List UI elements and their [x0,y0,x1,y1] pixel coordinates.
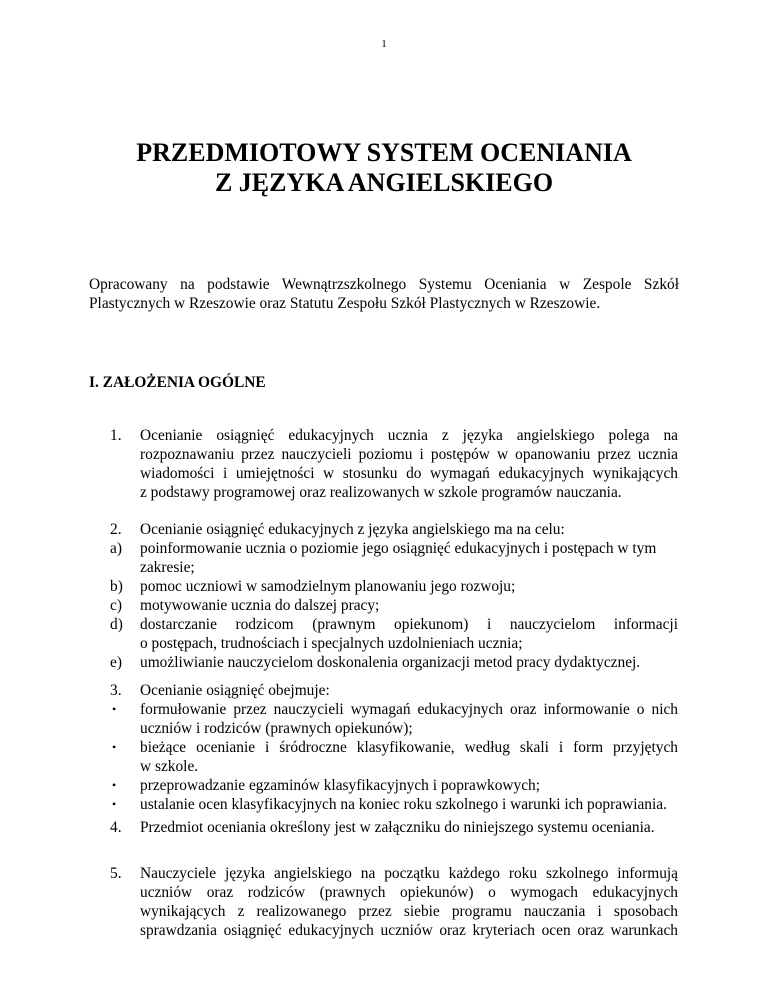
bullet-3 [112,776,678,795]
item-1-line-1: Ocenianie osiągnięć edukacyjnych ucznia z języka angielskiego polega na [140,427,678,444]
document-title [0,138,768,198]
item-2-subitems [110,539,678,672]
item-3-heading [110,681,678,700]
item-1-number: 1. [110,427,122,444]
item-4-text: Przedmiot oceniania określony jest w załączniku do niniejszego systemu oceniania. [140,819,655,836]
subitem-b [110,577,678,596]
bullet-1 [112,700,678,719]
item-1-line-4: z podstawy programowej oraz realizowanych w szkole programów nauczania. [140,484,622,501]
subitem-b-line-1: pomoc uczniowi w samodzielnym planowaniu jego rozwoju; [140,578,516,595]
item-3-bullets [112,700,678,814]
subitem-e [110,653,678,672]
subitem-d-marker: d) [110,616,123,633]
item-1-line-3: wiadomości i umiejętności w stosunku do wymagań edukacyjnych wynikających [140,465,678,482]
item-3-number: 3. [110,682,122,699]
subitem-a-line-2: zakresie; [140,559,195,576]
subitem-d-line-2: o postępach, trudnościach i specjalnych uzdolnieniach ucznia; [140,635,523,652]
bullet-2 [112,738,678,757]
item-5-line-1: Nauczyciele języka angielskiego na początku każdego roku szkolnego informują [140,865,678,882]
item-2 [110,520,678,539]
bullet-4-line-1: ustalanie ocen klasyfikacyjnych na koniec roku szkolnego i warunki ich poprawiania. [140,796,667,813]
item-5-number: 5. [110,865,122,882]
bullet-1-line-1: formułowanie przez nauczycieli wymagań edukacyjnych oraz informowanie o nich [140,701,678,718]
page-number: 1 [381,38,387,50]
intro-line-2: Plastycznych w Rzeszowie oraz Statutu Zespołu Szkół Plastycznych w Rzeszowie. [89,295,601,312]
subitem-c [110,596,678,615]
title-line-1: PRZEDMIOTOWY SYSTEM OCENIANIA [136,138,632,167]
intro-line-1: Opracowany na podstawie Wewnątrzszkolnego Systemu Oceniania w Zespole Szkół [89,276,679,293]
item-3 [110,681,678,700]
subitem-a-line-1: poinformowanie ucznia o poziomie jego osiągnięć edukacyjnych i postępach w tym [140,540,657,557]
subitem-a-marker: a) [110,540,122,557]
item-5-line-2: uczniów oraz rodziców (prawnych opiekunów) o wymogach edukacyjnych [140,884,678,901]
item-1 [110,426,678,502]
subitem-c-marker: c) [110,597,122,614]
item-4-row [110,818,678,837]
subitem-d [110,615,678,634]
item-2-text: Ocenianie osiągnięć edukacyjnych z języka angielskiego ma na celu: [140,521,565,538]
item-5-line-3: wynikających z realizowanego przez siebie programu nauczania i sposobach [140,903,678,920]
bullet-1-line-2: uczniów i rodziców (prawnych opiekunów); [140,720,413,737]
bullet-2-mark: • [112,740,117,754]
bullet-4-mark: • [112,797,117,811]
bullet-2-line-1: bieżące ocenianie i śródroczne klasyfikowanie, według skali i form przyjętych [140,739,678,756]
section-heading: I. ZAŁOŻENIA OGÓLNE [89,374,266,391]
item-4-number: 4. [110,819,122,836]
subitem-e-marker: e) [110,654,122,671]
item-5-line-4: sprawdzania osiągnięć edukacyjnych uczniów oraz kryteriach ocen oraz warunkach [140,922,678,939]
item-1-line-2: rozpoznawaniu przez nauczycieli poziomu i postępów w opanowaniu przez ucznia [140,446,678,463]
bullet-2-line-2: w szkole. [140,758,199,775]
subitem-b-marker: b) [110,578,123,595]
intro-paragraph [89,275,679,313]
title-line-2: Z JĘZYKA ANGIELSKIEGO [214,168,554,197]
item-4 [110,818,678,837]
bullet-4 [112,795,678,814]
bullet-3-mark: • [112,778,117,792]
item-2-number: 2. [110,521,122,538]
item-2-heading [110,520,678,539]
subitem-c-line-1: motywowanie ucznia do dalszej pracy; [140,597,380,614]
subitem-a [110,539,678,558]
subitem-e-line-1: umożliwianie nauczycielom doskonalenia organizacji metod pracy dydaktycznej. [140,654,641,671]
bullet-3-line-1: przeprowadzanie egzaminów klasyfikacyjnych i poprawkowych; [140,777,541,794]
bullet-1-mark: • [112,702,117,716]
subitem-d-line-1: dostarczanie rodzicom (prawnym opiekunom) i nauczycielom informacji [140,616,678,633]
item-5 [110,864,678,940]
item-3-text: Ocenianie osiągnięć obejmuje: [140,682,330,699]
